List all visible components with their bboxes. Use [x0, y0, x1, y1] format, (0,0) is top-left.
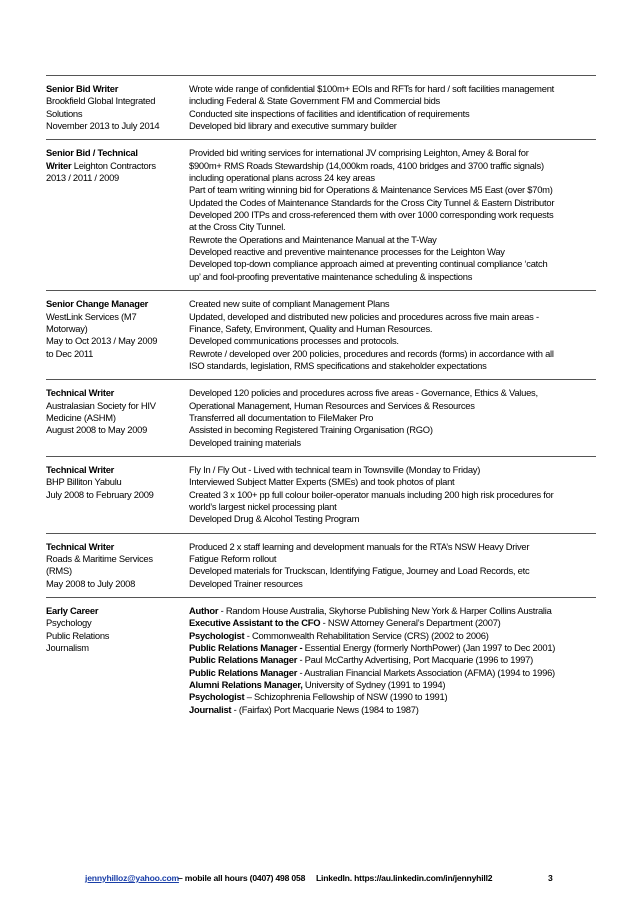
job-duties [189, 541, 596, 590]
career-line [189, 667, 596, 679]
duty-line: Created 3 x 100+ pp full colour boiler-operator manuals including 200 high risk procedures for [189, 488, 554, 500]
career-line [189, 642, 596, 654]
job-entry-leighton [46, 139, 596, 290]
duty-line: Wrote wide range of confidential $100m+ EOIs and RFTs for hard / soft facilities management [189, 83, 555, 94]
job-duties [189, 464, 596, 526]
job-entry-ashm [46, 379, 596, 456]
employer: Leighton Contractors [71, 159, 156, 171]
job-duties [189, 387, 596, 449]
resume-page [46, 75, 596, 723]
duty-line: Rewrote / developed over 200 policies, procedures and records (forms) in accordance with all [189, 347, 554, 359]
duty-line: Developed reactive and preventive maintenance processes for the Leighton Way [189, 246, 505, 258]
job-title: Technical Writer [46, 463, 115, 475]
job-title: Technical Writer [46, 540, 115, 552]
duty-line: Rewrote the Operations and Maintenance Manual at the T-Way [189, 233, 437, 245]
career-line [189, 617, 596, 629]
job-title: Senior Change Manager [46, 298, 149, 310]
duty-line: at the Cross City Tunnel. [189, 221, 286, 233]
duty-line: Assisted in becoming Registered Training Organisation (RGO) [189, 424, 433, 436]
job-title: Senior Bid Writer [46, 83, 119, 94]
employer: Medicine (ASHM) [46, 411, 116, 423]
field: Public Relations [46, 629, 110, 641]
role: Public Relations Manager - [189, 642, 303, 654]
duty-line: Finance, Safety, Environment, Quality and Human Resources. [189, 322, 433, 334]
role: Alumni Relations Manager, [189, 679, 303, 691]
early-career-entry [46, 597, 596, 723]
duty-line: Transferred all documentation to FileMaker Pro [189, 411, 374, 423]
job-summary [46, 298, 183, 372]
career-history [189, 605, 596, 716]
employer: (RMS) [46, 565, 72, 577]
job-title: Technical Writer [46, 387, 115, 399]
mobile-text: – mobile all hours (0407) 498 058 [178, 873, 306, 883]
duty-line: Operational Management, Human Resources and Services & Resources [189, 399, 475, 411]
job-summary [46, 541, 183, 590]
detail: - Paul McCarthy Advertising, Port Macquarie (1996 to 1997) [297, 654, 533, 666]
duty-line: including Federal & State Government FM and Commercial bids [189, 95, 440, 107]
duty-line: Updated the Codes of Maintenance Standards for the Cross City Tunnel & Eastern Distributor [189, 196, 555, 208]
employer: Roads & Maritime Services [46, 553, 153, 564]
job-dates: 2013 / 2011 / 2009 [46, 172, 119, 184]
career-line [189, 691, 596, 703]
duty-line: Developed Trainer resources [189, 577, 303, 589]
duty-line: including operational plans across 24 key areas [189, 172, 375, 184]
duty-line: Developed materials for Truckscan, Identifying Fatigue, Journey and Load Records, etc [189, 565, 530, 577]
section-title: Early Career [46, 605, 99, 617]
job-dates: to Dec 2011 [46, 347, 94, 359]
job-dates: November 2013 to July 2014 [46, 120, 160, 132]
duty-line: Developed 120 policies and procedures across five areas - Governance, Ethics & Values, [189, 387, 538, 399]
job-entry-bhp [46, 456, 596, 533]
duty-line: Developed top-down compliance approach aimed at preventing continual compliance ‘catch [189, 258, 548, 270]
duty-line: Developed 200 ITPs and cross-referenced them with over 1000 corresponding work requests [189, 209, 554, 221]
page-number: 3 [548, 873, 553, 883]
field: Psychology [46, 617, 92, 629]
career-line [189, 704, 596, 716]
duty-line: Fatigue Reform rollout [189, 553, 277, 564]
detail: - Australian Financial Markets Association (AFMA) (1994 to 1996) [297, 666, 555, 678]
job-summary [46, 387, 183, 449]
duty-line: Interviewed Subject Matter Experts (SMEs) and took photos of plant [189, 476, 455, 488]
job-dates: July 2008 to February 2009 [46, 488, 154, 500]
role: Executive Assistant to the CFO [189, 617, 321, 629]
job-summary [46, 464, 183, 526]
duty-line: Fly In / Fly Out - Lived with technical team in Townsville (Monday to Friday) [189, 463, 481, 475]
job-entry-westlink [46, 290, 596, 379]
job-duties [189, 298, 596, 372]
detail: University of Sydney (1991 to 1994) [302, 679, 446, 691]
job-title: Senior Bid / Technical [46, 147, 138, 159]
role: Psychologist [189, 691, 245, 703]
job-dates: August 2008 to May 2009 [46, 424, 148, 436]
duty-line: Conducted site inspections of facilities and identification of requirements [189, 107, 470, 119]
job-entry-brookfield [46, 75, 596, 139]
career-line [189, 654, 596, 666]
job-title-cont: Writer [46, 159, 72, 171]
role: Public Relations Manager [189, 654, 298, 666]
role: Journalist [189, 703, 232, 715]
duty-line: Updated, developed and distributed new policies and procedures across five main areas - [189, 310, 539, 322]
employer: Solutions [46, 107, 83, 119]
employer: Brookfield Global Integrated [46, 95, 156, 107]
duty-line: Developed training materials [189, 436, 301, 448]
duty-line: up’ and fool-proofing preventative maintenance scheduling & inspections [189, 270, 473, 282]
job-dates: May 2008 to July 2008 [46, 577, 136, 589]
career-line [189, 605, 596, 617]
detail: – Schizophrenia Fellowship of NSW (1990 to 1991) [244, 691, 448, 703]
duty-line: Developed Drug & Alcohol Testing Program [189, 513, 360, 525]
job-dates: May to Oct 2013 / May 2009 [46, 335, 158, 347]
detail: - NSW Attorney General’s Department (2007) [320, 617, 501, 629]
email-link[interactable]: jennyhilloz@yahoo.com [85, 873, 179, 883]
linkedin-text: LinkedIn. https://au.linkedin.com/in/jennyhill2 [316, 873, 493, 883]
duty-line: Created new suite of compliant Management Plans [189, 298, 390, 310]
duty-line: Part of team writing winning bid for Operations & Maintenance Services M5 East (over $70m) [189, 184, 553, 196]
duty-line: Developed bid library and executive summary builder [189, 120, 397, 132]
job-summary [46, 605, 183, 716]
job-duties [189, 83, 596, 132]
employer: Australasian Society for HIV [46, 399, 156, 411]
duty-line: Produced 2 x staff learning and development manuals for the RTA’s NSW Heavy Driver [189, 540, 530, 552]
duty-line: $900m+ RMS Roads Stewardship (14,000km roads, 4100 bridges and 3700 traffic signals) [189, 159, 544, 171]
duty-line: Provided bid writing services for international JV comprising Leighton, Amey & Boral for [189, 147, 529, 159]
career-line [189, 679, 596, 691]
role: Psychologist [189, 629, 245, 641]
employer: BHP Billiton Yabulu [46, 476, 122, 488]
detail: - (Fairfax) Port Macquarie News (1984 to 1987) [231, 703, 419, 715]
job-summary [46, 83, 183, 132]
career-line [189, 630, 596, 642]
role: Public Relations Manager [189, 666, 298, 678]
detail: Essential Energy (formerly NorthPower) (Jan 1997 to Dec 2001) [302, 642, 556, 654]
job-duties [189, 147, 596, 283]
detail: - Random House Australia, Skyhorse Publishing New York & Harper Collins Australia [218, 605, 552, 617]
duty-line: ISO standards, legislation, RMS specifications and stakeholder expectations [189, 359, 487, 371]
role: Author [189, 605, 219, 617]
employer: WestLink Services (M7 [46, 310, 137, 322]
job-entry-rms [46, 533, 596, 597]
duty-line: Developed communications processes and protocols. [189, 335, 399, 347]
duty-line: world’s largest nickel processing plant [189, 500, 337, 512]
detail: - Commonwealth Rehabilitation Service (CRS) (2002 to 2006) [244, 629, 489, 641]
field: Journalism [46, 642, 89, 654]
job-summary [46, 147, 183, 283]
job-title-employer [46, 160, 183, 172]
employer: Motorway) [46, 322, 88, 334]
